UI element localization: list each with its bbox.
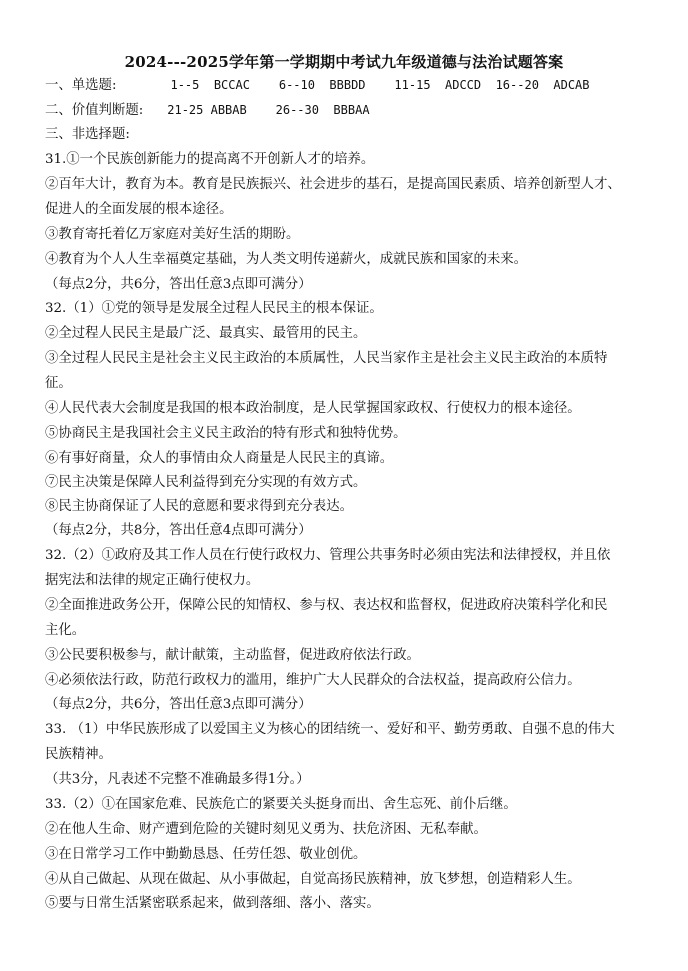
text-line: 征。 (45, 376, 72, 391)
scoring-note: （每点2分，共6分，答出任意3点即可满分） (45, 697, 312, 712)
section-2-label: 二、价值判断题: (45, 103, 144, 118)
section-1-answers: 1--5 BCCAC 6--10 BBBDD 11-15 ADCCD 16--20 ADCAB (170, 78, 590, 92)
section-3-label: 三、非选择题: (45, 127, 130, 142)
section-1-label: 一、单选题: (45, 78, 117, 93)
text-line: 主化。 (45, 623, 86, 638)
text-line: 33. （1）中华民族形成了以爱国主义为核心的团结统一、爱好和平、勤劳勇敢、自强不息的伟大 (45, 722, 615, 737)
text-line: ②百年大计，教育为本。教育是民族振兴、社会进步的基石，是提高国民素质、培养创新型人才、 (45, 177, 621, 192)
text-line: ②在他人生命、财产遭到危险的关键时刻见义勇为、扶危济困、无私奉献。 (45, 822, 487, 837)
text-line: 32.（2）①政府及其工作人员在行使行政权力、管理公共事务时必须由宪法和法律授权，并且依 (45, 548, 611, 563)
text-line: ⑥有事好商量，众人的事情由众人商量是人民民主的真谛。 (45, 451, 394, 466)
text-line: ③公民要积极参与，献计献策，主动监督，促进政府依法行政。 (45, 648, 420, 663)
text-line: 促进人的全面发展的根本途径。 (45, 202, 233, 217)
text-line: ④从自己做起、从现在做起、从小事做起，自觉高扬民族精神，放飞梦想，创造精彩人生。 (45, 872, 581, 887)
page-title: 2024---2025学年第一学期期中考试九年级道德与法治试题答案 (124, 53, 564, 71)
text-line: ④必须依法行政，防范行政权力的滥用，维护广大人民群众的合法权益，提高政府公信力。 (45, 673, 581, 688)
text-line: ⑦民主决策是保障人民利益得到充分实现的有效方式。 (45, 475, 367, 490)
section-1-row (45, 76, 645, 95)
text-line: ④教育为个人人生幸福奠定基础，为人类文明传递薪火，成就民族和国家的未来。 (45, 252, 528, 267)
section-2-answers: 21-25 ABBAB 26--30 BBBAA (167, 103, 370, 117)
scoring-note: （每点2分，共8分，答出任意4点即可满分） (45, 523, 312, 538)
text-line: ⑤要与日常生活紧密联系起来，做到落细、落小、落实。 (45, 896, 380, 911)
text-line: ③全过程人民民主是社会主义民主政治的本质属性，人民当家作主是社会主义民主政治的本质特 (45, 351, 608, 366)
text-line: ②全面推进政务公开，保障公民的知情权、参与权、表达权和监督权，促进政府决策科学化和民 (45, 598, 608, 613)
text-line: 33.（2）①在国家危难、民族危亡的紧要关头挺身而出、舍生忘死、前仆后继。 (45, 797, 517, 812)
scoring-note: （共3分，凡表述不完整不准确最多得1分。） (45, 772, 310, 787)
section-2-row (45, 101, 645, 120)
text-line: 32.（1）①党的领导是发展全过程人民民主的根本保证。 (45, 301, 383, 316)
text-line: 民族精神。 (45, 747, 112, 762)
text-line: 31.①一个民族创新能力的提高离不开创新人才的培养。 (45, 152, 375, 167)
text-line: ④人民代表大会制度是我国的根本政治制度，是人民掌握国家政权、行使权力的根本途径。 (45, 401, 581, 416)
text-line: ②全过程人民民主是最广泛、最真实、最管用的民主。 (45, 326, 367, 341)
text-line: ⑧民主协商保证了人民的意愿和要求得到充分表达。 (45, 499, 353, 514)
text-line: ⑤协商民主是我国社会主义民主政治的特有形式和独特优势。 (45, 426, 407, 441)
text-line: ③教育寄托着亿万家庭对美好生活的期盼。 (45, 227, 300, 242)
scoring-note: （每点2分，共6分，答出任意3点即可满分） (45, 277, 312, 292)
text-line: 据宪法和法律的规定正确行使权力。 (45, 573, 260, 588)
text-line: ③在日常学习工作中勤勤恳恳、任劳任怨、敬业创优。 (45, 847, 367, 862)
